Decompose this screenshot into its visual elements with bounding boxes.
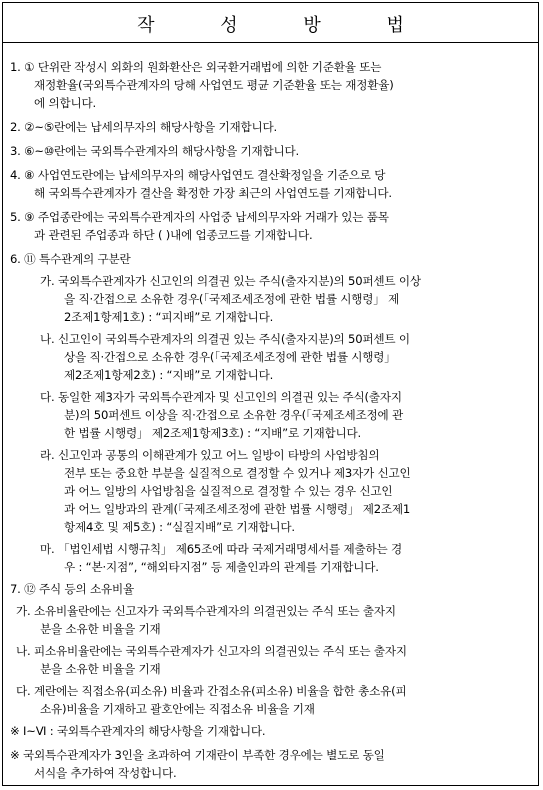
instruction-line: 을 직·간접으로 소유한 경우(「국제조세조정에 관한 법률 시행령」 제: [64, 292, 400, 306]
instruction-line: 라. 신고인과 공통의 이해관계가 있고 어느 일방이 타방의 사업방침의: [40, 448, 380, 462]
instruction-line: 한 법률 시행령」 제2조제1항제3호) : “지배”로 기재합니다.: [64, 426, 361, 440]
instruction-line: 3. ⑥~⑩란에는 국외특수관계자의 해당사항을 기재합니다.: [10, 144, 299, 158]
instruction-line: 5. ⑨ 주업종란에는 국외특수관계자의 사업중 납세의무자와 거래가 있는 품목: [10, 210, 389, 224]
instruction-line: 2조제1항제1호) : “피지배”로 기재합니다.: [64, 310, 274, 324]
instruction-line: 분을 소유한 비율을 기재: [40, 662, 161, 676]
instruction-line: 소유)비율을 기재하고 괄호안에는 직접소유 비율을 기재: [40, 702, 315, 716]
instruction-line: 분을 소유한 비율을 기재: [40, 622, 161, 636]
instruction-line: 분)의 50퍼센트 이상을 직·간접으로 소유한 경우(「국제조세조정에 관: [64, 408, 403, 422]
instruction-line: 마. 「법인세법 시행규칙」 제65조에 따라 국제거래명세서를 제출하는 경: [40, 542, 403, 556]
instruction-line: 우 : “본·지점”, “해외타지점” 등 제출인과의 관계를 기재합니다.: [64, 560, 379, 574]
instruction-line: 나. 신고인이 국외특수관계자의 의결권 있는 주식(출자지분)의 50퍼센트 이: [40, 332, 410, 346]
instruction-line: 가. 국외특수관계자가 신고인의 의결권 있는 주식(출자지분)의 50퍼센트 이상: [40, 274, 421, 288]
instruction-line: 다. 동일한 제3자가 국외특수관계자 및 신고인의 의결권 있는 주식(출자지: [40, 390, 402, 404]
instruction-line: 제2조제1항제2호) : “지배”로 기재합니다.: [64, 368, 274, 382]
instruction-line: 1. ① 단위란 작성시 외화의 원화환산은 외국환거래법에 의한 기준환율 또는: [10, 60, 382, 74]
instruction-line: 에 의합니다.: [34, 96, 96, 110]
instruction-line: 재정환율(국외특수관계자의 당해 사업연도 평균 기준환율 또는 재정환율): [34, 78, 394, 92]
instruction-line: 4. ⑧ 사업연도란에는 납세의무자의 해당사업연도 결산확정일을 기준으로 당: [10, 168, 386, 182]
instruction-line: 과 관련된 주업종과 하단 ( )내에 업종코드를 기재합니다.: [34, 228, 313, 242]
instruction-line: 상을 직·간접으로 소유한 경우(「국제조세조정에 관한 법률 시행령」: [64, 350, 396, 364]
page-title: 작 성 방 법: [137, 15, 434, 36]
instruction-line: 나. 피소유비율란에는 국외특수관계자가 신고자의 의결권있는 주식 또는 출자지: [16, 644, 407, 658]
instruction-line: 항제4호 및 제5호) : “실질지배”로 기재합니다.: [64, 520, 295, 534]
instruction-line: 다. 계란에는 직접소유(피소유) 비율과 간접소유(피소유) 비율을 합한 총소유(피: [16, 684, 407, 698]
instruction-line: 전부 또는 중요한 부분을 실질적으로 결정할 수 있거나 제3자가 신고인: [64, 466, 411, 480]
instruction-line: ※ 국외특수관계자가 3인을 초과하여 기재란이 부족한 경우에는 별도로 동일: [10, 748, 385, 762]
instruction-line: 6. ⑪ 특수관계의 구분란: [10, 252, 131, 266]
instruction-line: 서식을 추가하여 작성합니다.: [34, 766, 177, 780]
instruction-line: 가. 소유비율란에는 신고자가 국외특수관계자의 의결권있는 주식 또는 출자지: [16, 604, 396, 618]
title-row: [3, 3, 538, 43]
instruction-line: 과 어느 일방의 사업방침을 실질적으로 결정할 수 있는 경우 신고인: [64, 484, 393, 498]
instruction-line: 해 국외특수관계자가 결산을 확정한 가장 최근의 사업연도를 기재합니다.: [34, 186, 392, 200]
instruction-line: 2. ②~⑤란에는 납세의무자의 해당사항을 기재합니다.: [10, 120, 277, 134]
instruction-line: 7. ⑫ 주식 등의 소유비율: [10, 582, 134, 596]
instruction-line: 과 어느 일방과의 관계(「국제조세조정에 관한 법률 시행령」 제2조제1: [64, 502, 411, 516]
instruction-line: ※ Ⅰ~Ⅵ : 국외특수관계자의 해당사항을 기재합니다.: [10, 724, 266, 738]
